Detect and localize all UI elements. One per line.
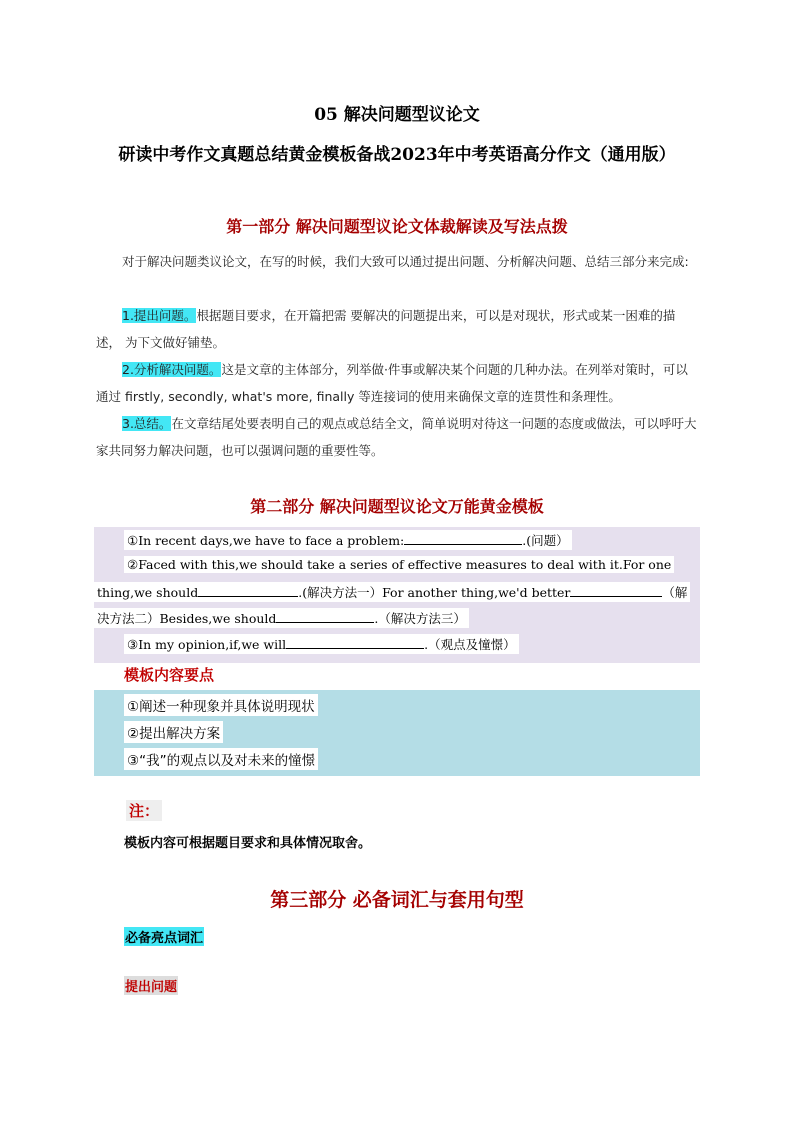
vocab-label: 必备亮点词汇 [124,927,204,946]
template-text: .（解决方法三） [374,611,466,626]
template-text: thing,we should [97,585,199,600]
document-subtitle: 研读中考作文真题总结黄金模板备战2023年中考英语高分作文（通用版） [118,145,676,165]
part1-heading: 第一部分 解决问题型议论文体裁解读及写法点拨 [226,217,568,236]
template-text: ②Faced with this,we should take a series of effective measures to deal with it.For one [127,557,672,572]
template-text: ③In my opinion,if,we will [127,637,287,652]
template-text: （解 [662,585,688,600]
requirement-item: ②提出解决方案 [124,721,223,743]
part3-heading: 第三部分 必备词汇与套用句型 [270,889,524,911]
requirement-item: ①阐述一种现象并具体说明现状 [124,694,318,716]
template-box [94,527,700,663]
note-label: 注： [126,800,162,821]
item-text: 根据题目要求，在开篇把需 要解决的问题提出来，可以是对现状，形式或某一困难的描述， 为下文做好铺垫。 [96,308,676,350]
template-text: .(问题） [522,533,569,548]
template-text: ①In recent days,we have to face a problem: [127,533,405,548]
item-text: 这是文章的主体部分，列举做·件事或解决某个问题的几种办法。在列举对策时，可以通过 firstly, secondly, what's more, finally 等连接词的使用来确保文章的连贯性和条理性。 [96,362,688,404]
fill-blank [198,584,298,597]
template-line-5 [124,634,519,654]
template-line-3 [94,582,690,602]
item-text: 在文章结尾处要表明自己的观点或总结全文，简单说明对待这一问题的态度或做法，可以呼吁大家共同努力解决问题，也可以强调问题的重要性等。 [96,416,697,458]
part1-item-2 [96,356,700,410]
item-label: 3.总结。 [122,416,172,431]
note-text: 模板内容可根据题目要求和具体情况取舍。 [124,836,372,851]
template-line-4 [94,608,469,628]
template-text: .(解决方法一）For another thing,we'd better [298,585,571,600]
part1-intro: 对于解决问题类议论文，在写的时候，我们大致可以通过提出问题、分析解决问题、总结三部分来完成: [122,254,689,269]
requirements-box [94,690,700,776]
requirement-item: ③“我”的观点以及对未来的憧憬 [124,748,318,770]
raise-problem-label: 提出问题 [124,976,178,995]
template-text: 决方法二）Besides,we should [97,611,277,626]
fill-blank [286,636,424,649]
part1-item-3 [96,410,700,464]
item-label: 1.提出问题。 [122,308,197,323]
part1-item-1 [96,302,700,356]
part2-heading: 第二部分 解决问题型议论文万能黄金模板 [250,497,544,516]
template-line-1 [124,530,572,550]
fill-blank [570,584,662,597]
template-line-2 [124,556,674,573]
item-label: 2.分析解决问题。 [122,362,222,377]
template-text: .（观点及憧憬） [424,637,516,652]
document-title: 05 解决问题型议论文 [314,105,480,125]
fill-blank [404,532,522,545]
fill-blank [276,610,374,623]
requirements-title: 模板内容要点 [124,666,215,684]
